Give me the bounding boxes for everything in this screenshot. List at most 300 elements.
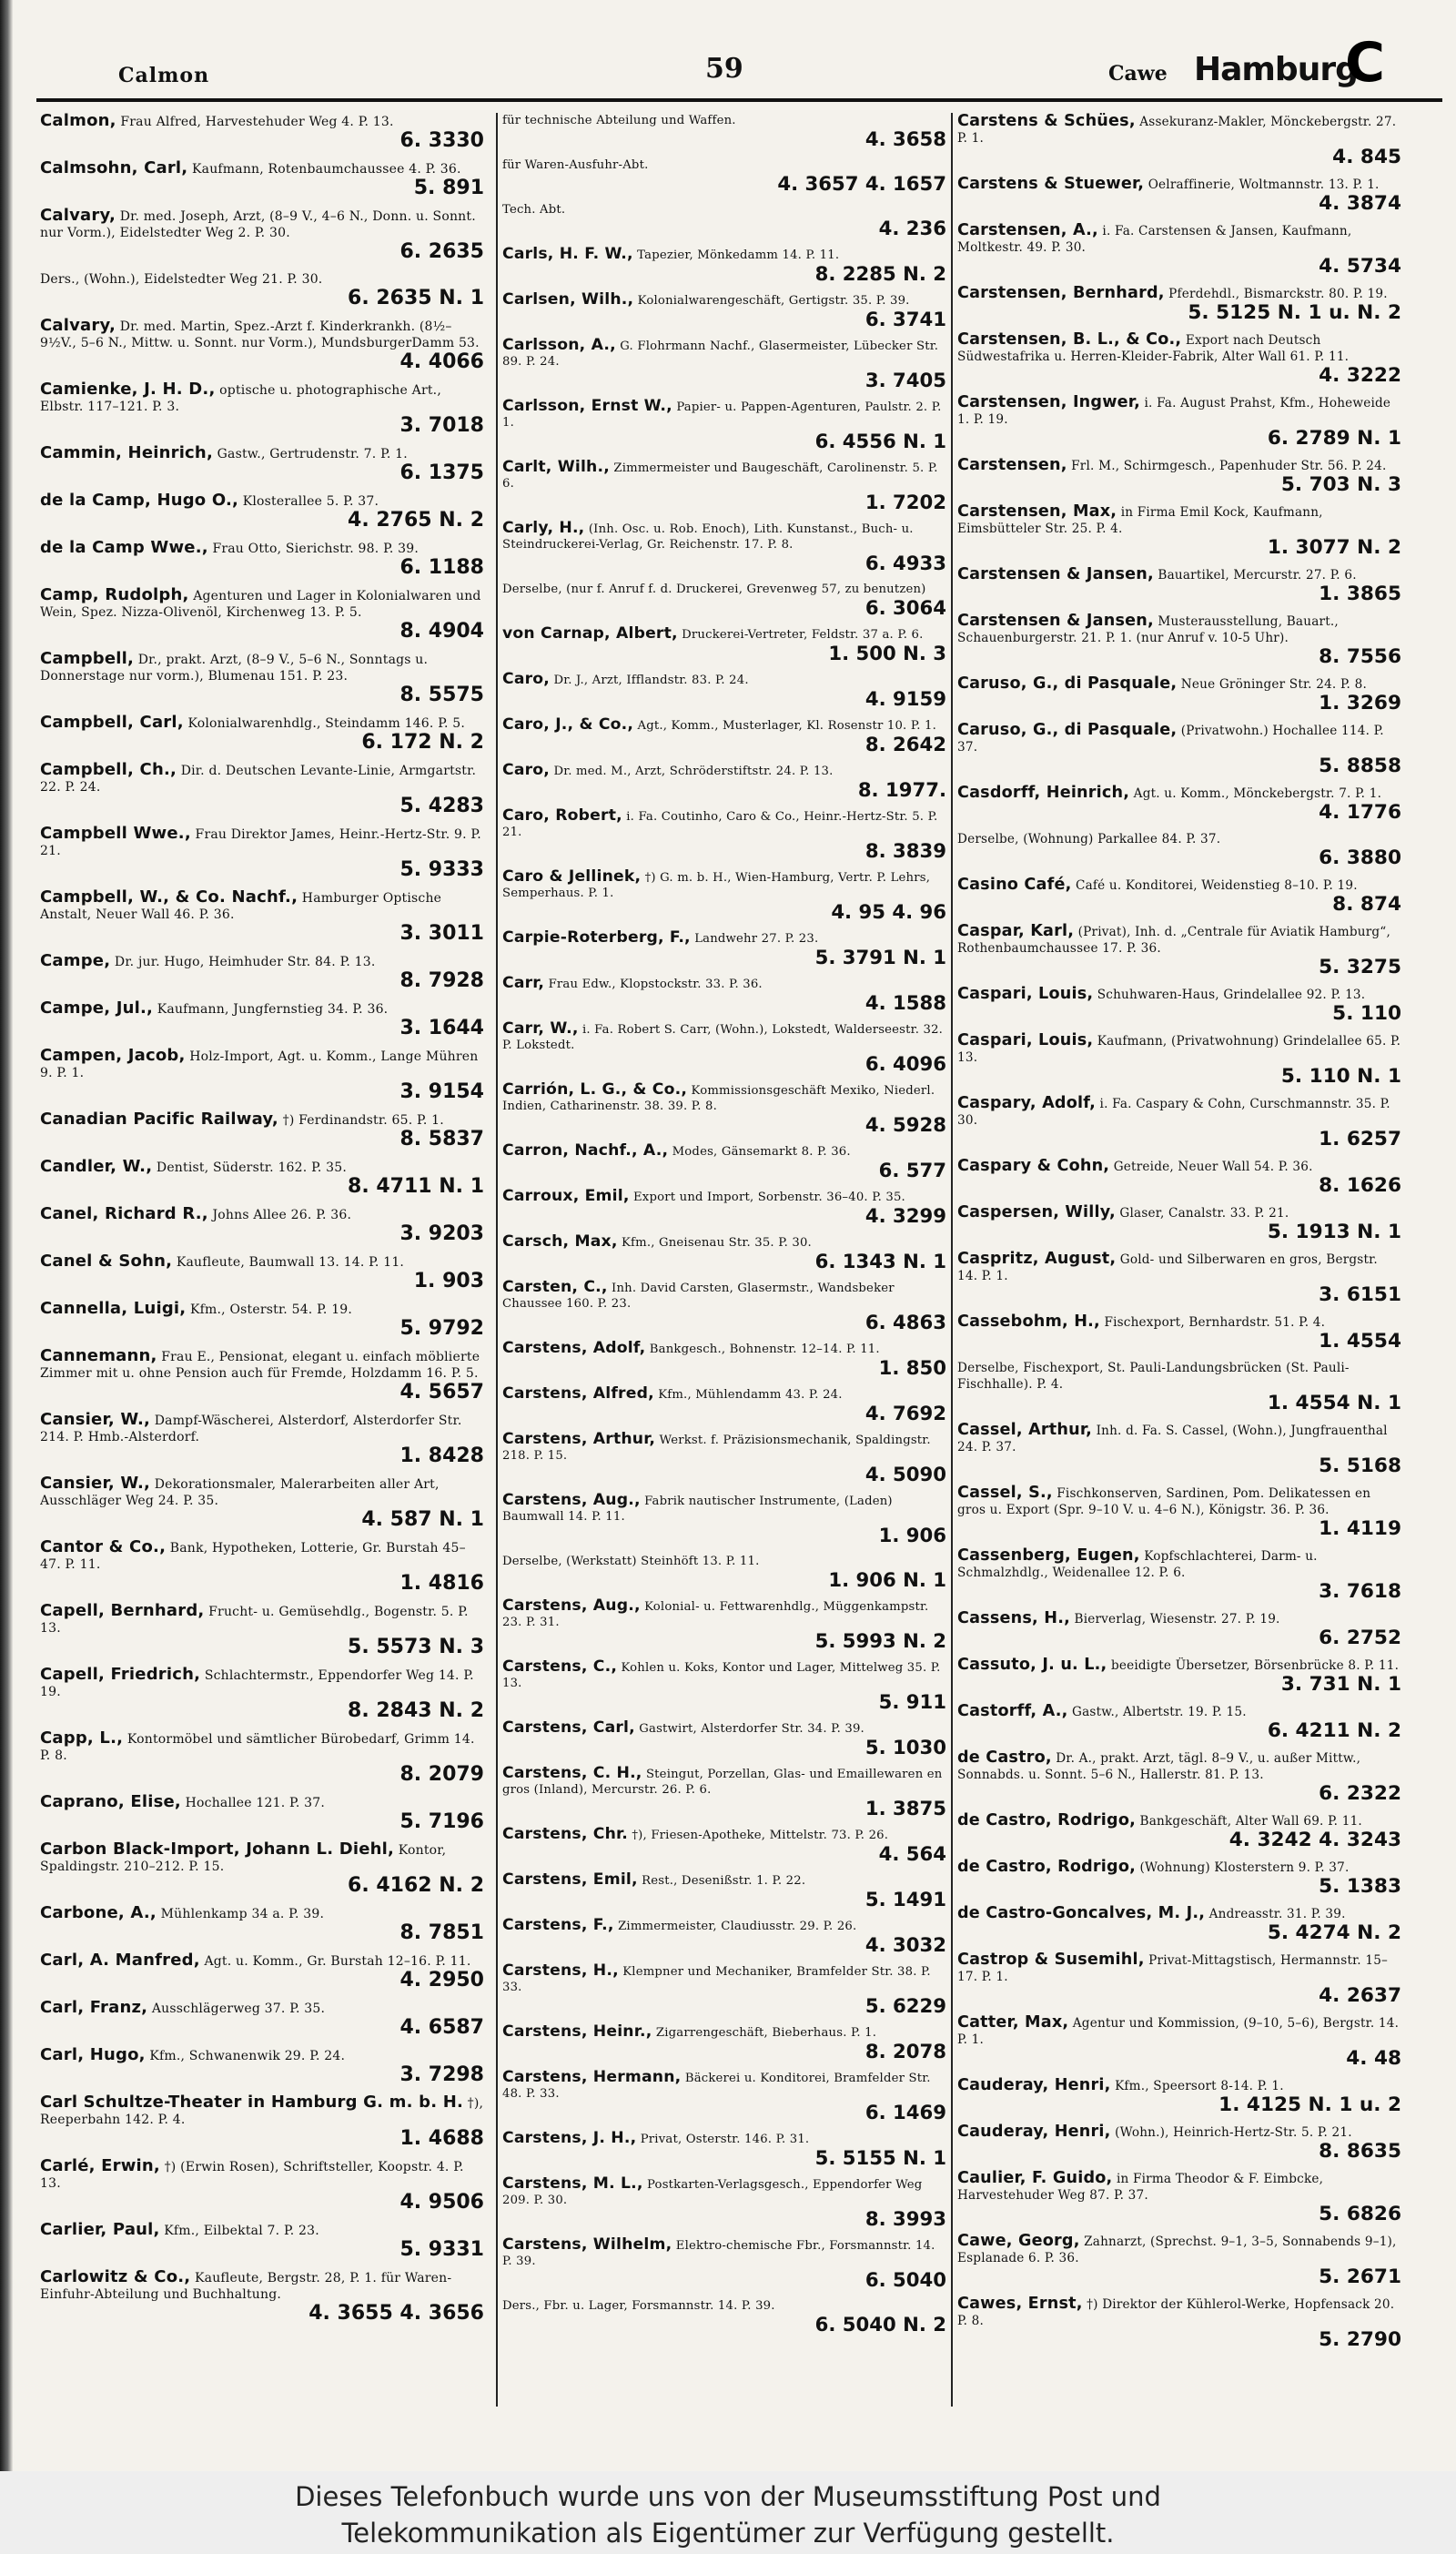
entry-details: Dr. med. Martin, Spez.-Arzt f. Kinderkrankh. (8½–9½V., 5–6 N., Mittw. u. Sonnt. nur Vorm.), MundsburgerDamm 53. bbox=[40, 319, 480, 350]
directory-entry bbox=[40, 1301, 484, 1340]
phone-number: 8. 2843 N. 2 bbox=[348, 1699, 484, 1722]
entry-name: Camp, Rudolph, bbox=[40, 585, 189, 604]
footer-line-2: Telekommunikation als Eigentümer zur Verfügung gestellt. bbox=[341, 2518, 1115, 2549]
directory-entry bbox=[40, 1348, 484, 1404]
entry-text bbox=[502, 1234, 946, 1251]
directory-entry bbox=[40, 1159, 484, 1198]
entry-text bbox=[957, 1204, 1401, 1221]
directory-entry bbox=[40, 1841, 484, 1897]
entry-name: Caruso, G., di Pasquale, bbox=[957, 721, 1178, 739]
entry-name: Carpie-Roterberg, F., bbox=[502, 928, 691, 947]
entry-name: Carstens, Emil, bbox=[502, 1870, 638, 1889]
entry-details: G. Flohrmann Nachf., Glasermeister, Lübecker Str. 89. P. 24. bbox=[502, 340, 939, 369]
phone-number: 1. 906 bbox=[878, 1524, 946, 1546]
directory-entry bbox=[957, 394, 1401, 449]
directory-entry bbox=[40, 445, 484, 484]
entry-name: Cawes, Ernst, bbox=[957, 2295, 1083, 2313]
entry-details: Hochallee 121. P. 37. bbox=[185, 1796, 325, 1810]
directory-entry bbox=[502, 1720, 946, 1758]
directory-entry bbox=[957, 1905, 1401, 1943]
entry-details: Holz-Import, Agt. u. Komm., Lange Mühren 9. P. 1. bbox=[40, 1049, 479, 1080]
phone-number: 4. 3657 4. 1657 bbox=[777, 172, 946, 195]
phone-number: 5. 9792 bbox=[399, 1317, 484, 1340]
entry-details: Agenturen und Lager in Kolonialwaren und Wein, Spez. Nizza-Olivenöl, Kirchenweg 13. P. 5. bbox=[40, 589, 481, 620]
phone-number: 1. 4688 bbox=[399, 2127, 484, 2150]
entry-details: Kolonialwarenhdlg., Steindamm 146. P. 5. bbox=[187, 716, 466, 731]
phone-number: 6. 3330 bbox=[399, 129, 484, 152]
phone-number: 5. 703 N. 3 bbox=[1280, 473, 1401, 496]
phone-number: 4. 3655 4. 3656 bbox=[308, 2302, 484, 2325]
entry-text bbox=[502, 1918, 946, 1934]
entry-details: Postkarten-Verlagsgesch., Eppendorfer Weg 209. P. 30. bbox=[502, 2178, 923, 2207]
entry-name: Carstens & Schües, bbox=[957, 113, 1136, 130]
phone-number: 8. 2642 bbox=[864, 733, 946, 755]
directory-entry bbox=[957, 785, 1401, 823]
directory-entry bbox=[957, 1547, 1401, 1602]
directory-entry bbox=[957, 1812, 1401, 1850]
entry-text bbox=[40, 113, 484, 130]
phone-number: 4. 4066 bbox=[399, 350, 484, 373]
entry-details: Frau Alfred, Harvestehuder Weg 4. P. 13. bbox=[120, 115, 394, 129]
phone-number: 3. 731 N. 1 bbox=[1280, 1673, 1401, 1696]
entry-name: Caspari, Louis, bbox=[957, 1031, 1094, 1049]
entry-details: Fabrik nautischer Instrumente, (Laden) Baumwall 14. P. 11. bbox=[502, 1495, 893, 1524]
directory-entry bbox=[40, 1475, 484, 1531]
entry-details: Musterausstellung, Bauart., Schauenburgerstr. 21. P. 1. (nur Anruf v. 10-5 Uhr). bbox=[957, 614, 1339, 645]
phone-number: 5. 1913 N. 1 bbox=[1267, 1221, 1401, 1243]
entry-name: Carstens, Aug., bbox=[502, 1491, 641, 1509]
entry-text bbox=[957, 394, 1401, 428]
entry-details: Steingut, Porzellan, Glas- und Emaillewaren en gros (Inland), Mercurstr. 26. P. 6. bbox=[502, 1768, 943, 1797]
entry-details: Inh. David Carsten, Glasermstr., Wandsbeker Chaussee 160. P. 23. bbox=[502, 1282, 895, 1311]
entry-text bbox=[957, 1032, 1401, 1066]
directory-entry bbox=[957, 2170, 1401, 2225]
entry-name: Carlsson, A., bbox=[502, 336, 616, 354]
entry-details: i. Fa. Carstensen & Jansen, Kaufmann, Moltkestr. 49. P. 30. bbox=[957, 224, 1352, 255]
directory-entry bbox=[40, 953, 484, 992]
entry-details: Zigarrengeschäft, Bieberhaus. P. 1. bbox=[655, 2026, 877, 2040]
entry-name: Calmsohn, Carl, bbox=[40, 158, 188, 177]
entry-text bbox=[40, 1253, 484, 1271]
directory-entry bbox=[40, 160, 484, 199]
entry-text bbox=[957, 1859, 1401, 1876]
entry-text bbox=[957, 877, 1401, 894]
directory-column-2 bbox=[502, 113, 946, 2407]
entry-details: Bank, Hypotheken, Lotterie, Gr. Burstah 45–47. P. 11. bbox=[40, 1541, 466, 1572]
phone-number: 5. 8858 bbox=[1319, 755, 1401, 777]
entry-details: Ausschlägerweg 37. P. 35. bbox=[151, 2002, 326, 2016]
phone-number: 6. 4096 bbox=[864, 1052, 946, 1075]
entry-text bbox=[957, 2077, 1401, 2094]
entry-name: Caprano, Elise, bbox=[40, 1792, 181, 1811]
directory-entry bbox=[40, 1603, 484, 1658]
entry-name: Campbell, Ch., bbox=[40, 760, 177, 779]
entry-name: Cassel, S., bbox=[957, 1484, 1053, 1502]
directory-entry bbox=[502, 1432, 946, 1485]
entry-details: Zimmermeister und Baugeschäft, Carolinenstr. 5. P. 6. bbox=[502, 461, 938, 491]
phone-number: 5. 5155 N. 1 bbox=[814, 2146, 946, 2169]
entry-details: Klempner und Mechaniker, Bramfelder Str. 38. P. 33. bbox=[502, 1965, 931, 1994]
entry-text bbox=[502, 338, 946, 370]
phone-number: 8. 874 bbox=[1332, 893, 1401, 916]
directory-entry bbox=[502, 1872, 946, 1910]
entry-details: Kolonialwarengeschäft, Gertigstr. 35. P. 39. bbox=[637, 294, 910, 308]
phone-number: 8. 2079 bbox=[399, 1763, 484, 1786]
phone-number: 6. 4556 N. 1 bbox=[814, 430, 946, 452]
entry-name: de la Camp Wwe., bbox=[40, 538, 208, 557]
entry-name: Carl, Hugo, bbox=[40, 2045, 146, 2064]
directory-entry bbox=[502, 2070, 946, 2123]
directory-entry bbox=[40, 2094, 484, 2150]
entry-details: Gold- und Silberwaren en gros, Bergstr. 14. P. 1. bbox=[957, 1252, 1378, 1283]
phone-number: 8. 5575 bbox=[399, 684, 484, 706]
entry-details: Fischexport, Bernhardstr. 51. P. 4. bbox=[1104, 1315, 1326, 1330]
entry-name: de Castro, bbox=[957, 1748, 1052, 1767]
entry-details: Werkst. f. Präzisionsmechanik, Spaldingstr. 218. P. 15. bbox=[502, 1434, 931, 1463]
phone-number: 3. 9203 bbox=[399, 1222, 484, 1245]
phone-number: 1. 4125 N. 1 u. 2 bbox=[1218, 2093, 1401, 2116]
entry-name: Caspari, Louis, bbox=[957, 985, 1094, 1003]
entry-text bbox=[957, 1313, 1401, 1331]
entry-name: Campbell, Carl, bbox=[40, 713, 184, 732]
entry-details: Kfm., Eilbektal 7. P. 23. bbox=[164, 2224, 319, 2238]
phone-number: 6. 5040 N. 2 bbox=[814, 2313, 946, 2336]
entry-name: Capell, Bernhard, bbox=[40, 1601, 205, 1620]
directory-entry bbox=[40, 492, 484, 532]
phone-number: 5. 1491 bbox=[864, 1888, 946, 1910]
phone-number: 4. 3874 bbox=[1319, 192, 1401, 215]
entry-text bbox=[40, 715, 484, 732]
entry-text bbox=[502, 2024, 946, 2041]
entry-text bbox=[502, 1827, 946, 1843]
phone-number: 6. 1375 bbox=[399, 461, 484, 484]
directory-entry bbox=[957, 1657, 1401, 1695]
entry-name: Campen, Jacob, bbox=[40, 1046, 186, 1065]
entry-details: Frl. M., Schirmgesch., Papenhuder Str. 56. P. 24. bbox=[1071, 459, 1387, 473]
entry-text bbox=[957, 1812, 1401, 1829]
entry-details: Frau Edw., Klopstockstr. 33. P. 36. bbox=[548, 978, 763, 991]
entry-name: Carstens, Aug., bbox=[502, 1596, 641, 1615]
directory-entry bbox=[40, 587, 484, 643]
entry-name: Campe, Jul., bbox=[40, 998, 154, 1018]
entry-details: Frau Otto, Sierichstr. 98. P. 39. bbox=[212, 542, 420, 556]
phone-number: 1. 3865 bbox=[1319, 583, 1401, 605]
entry-details: Café u. Konditorei, Weidenstieg 8–10. P. 19. bbox=[1076, 878, 1358, 893]
phone-number: 8. 1626 bbox=[1319, 1174, 1401, 1197]
phone-number: 1. 3875 bbox=[864, 1797, 946, 1819]
entry-text bbox=[40, 1048, 484, 1081]
entry-details: Kfm., Schwanenwik 29. P. 24. bbox=[149, 2049, 346, 2063]
entry-details: Elektro-chemische Fbr., Forsmannstr. 14. P. 39. bbox=[502, 2239, 935, 2268]
directory-entry bbox=[502, 976, 946, 1013]
entry-text bbox=[40, 1348, 484, 1382]
phone-number: 1. 850 bbox=[878, 1356, 946, 1379]
entry-name: Carls, H. F. W., bbox=[502, 245, 633, 263]
directory-entry bbox=[957, 222, 1401, 277]
phone-number: 6. 4933 bbox=[864, 552, 946, 574]
entry-details: Glaser, Canalstr. 33. P. 21. bbox=[1119, 1206, 1289, 1221]
phone-number: 4. 48 bbox=[1346, 2047, 1401, 2070]
directory-entry bbox=[502, 1766, 946, 1819]
phone-number: 6. 2789 N. 1 bbox=[1267, 427, 1401, 450]
directory-entry bbox=[40, 1539, 484, 1595]
entry-text bbox=[40, 762, 484, 796]
entry-name: Caro, Robert, bbox=[502, 806, 622, 825]
phone-number: 6. 577 bbox=[878, 1159, 946, 1181]
phone-number: 1. 4554 N. 1 bbox=[1267, 1392, 1401, 1414]
entry-details: (Wohnung) Klosterstern 9. P. 37. bbox=[1139, 1860, 1350, 1875]
entry-text bbox=[40, 2222, 484, 2239]
entry-name: Carstens, Heinr., bbox=[502, 2022, 652, 2041]
directory-entry bbox=[502, 399, 946, 451]
directory-entry bbox=[502, 521, 946, 573]
directory-entry bbox=[40, 1253, 484, 1292]
entry-text bbox=[502, 1554, 946, 1569]
phone-number: 1. 6257 bbox=[1319, 1128, 1401, 1150]
phone-number: 3. 6151 bbox=[1319, 1283, 1401, 1306]
entry-details: Fischkonserven, Sardinen, Pom. Delikatessen en gros u. Export (Spr. 9–10 V. u. 4–6 N.), Königstr. 36. P. 36. bbox=[957, 1486, 1371, 1517]
entry-name: Caro, bbox=[502, 761, 551, 779]
entry-name: Cannella, Luigi, bbox=[40, 1299, 187, 1318]
entry-text bbox=[40, 1905, 484, 1922]
entry-details: Agt. u. Komm., Mönckebergstr. 7. P. 1. bbox=[1133, 786, 1382, 801]
phone-number: 3. 7405 bbox=[864, 369, 946, 391]
directory-entry bbox=[40, 1667, 484, 1722]
entry-text bbox=[40, 445, 484, 462]
directory-entry bbox=[40, 762, 484, 817]
directory-entry bbox=[40, 1111, 484, 1150]
entry-text bbox=[957, 113, 1401, 147]
entry-name: Campbell, W., & Co. Nachf., bbox=[40, 887, 298, 907]
entry-details: Kontor, Spaldingstr. 210–212. P. 15. bbox=[40, 1843, 447, 1874]
entry-name: Caspar, Karl, bbox=[957, 922, 1075, 940]
entry-name: de Castro, Rodrigo, bbox=[957, 1811, 1136, 1829]
directory-entry bbox=[502, 202, 946, 238]
entry-name: Cauderay, Henri, bbox=[957, 2123, 1111, 2141]
entry-details: Derselbe, Fischexport, St. Pauli-Landungsbrücken (St. Pauli-Fischhalle). P. 4. bbox=[957, 1361, 1350, 1392]
phone-number: 5. 110 N. 1 bbox=[1280, 1065, 1401, 1088]
directory-entry bbox=[957, 2014, 1401, 2069]
directory-entry bbox=[957, 566, 1401, 604]
entry-text bbox=[502, 1280, 946, 1312]
phone-number: 8. 7928 bbox=[399, 969, 484, 992]
entry-details: †) Direktor der Kühlerol-Werke, Hopfensack 20. P. 8. bbox=[957, 2297, 1395, 2328]
entry-details: Gastw., Albertstr. 19. P. 15. bbox=[1072, 1705, 1247, 1719]
phone-number: 1. 4554 bbox=[1319, 1330, 1401, 1353]
phone-number: 3. 7618 bbox=[1319, 1580, 1401, 1603]
entry-name: Carstensen, Max, bbox=[957, 502, 1117, 521]
entry-name: Carstens, Alfred, bbox=[502, 1384, 654, 1403]
phone-number: 5. 7196 bbox=[399, 1810, 484, 1833]
entry-text bbox=[502, 157, 946, 173]
phone-number: 4. 2950 bbox=[399, 1969, 484, 1992]
entry-details: Landwehr 27. P. 23. bbox=[694, 932, 819, 946]
directory-entry bbox=[40, 889, 484, 945]
entry-text bbox=[502, 2131, 946, 2147]
directory-entry bbox=[957, 2296, 1401, 2350]
entry-text bbox=[957, 2296, 1401, 2329]
phone-number: 4. 5734 bbox=[1319, 255, 1401, 278]
directory-entry bbox=[502, 717, 946, 755]
entry-details: Kfm., Gneisenau Str. 35. P. 30. bbox=[621, 1236, 812, 1250]
phone-number: 5. 9333 bbox=[399, 858, 484, 881]
directory-entry bbox=[957, 2123, 1401, 2162]
entry-name: Carlt, Wilh., bbox=[502, 458, 610, 476]
entry-name: Carroux, Emil, bbox=[502, 1187, 630, 1205]
phone-number: 8. 2285 N. 2 bbox=[814, 262, 946, 285]
entry-name: Cassebohm, H., bbox=[957, 1312, 1100, 1331]
entry-details: Dampf-Wäscherei, Alsterdorf, Alsterdorfer Str. 214. P. Hmb.-Alsterdorf. bbox=[40, 1414, 462, 1444]
directory-entry bbox=[40, 113, 484, 152]
phone-number: 4. 6587 bbox=[399, 2016, 484, 2039]
entry-details: †) G. m. b. H., Wien-Hamburg, Vertr. P. Lehrs, Semperhaus. P. 1. bbox=[502, 871, 931, 900]
directory-entry bbox=[40, 1412, 484, 1467]
entry-name: Carstensen, A., bbox=[957, 221, 1098, 239]
phone-number: 8. 7556 bbox=[1319, 645, 1401, 668]
phone-number: 4. 2765 N. 2 bbox=[348, 509, 484, 532]
entry-name: Castrop & Susemihl, bbox=[957, 1951, 1145, 1969]
phone-number: 1. 8428 bbox=[399, 1444, 484, 1467]
entry-text bbox=[957, 1158, 1401, 1175]
entry-details: Frau E., Pensionat, elegant u. einfach möblierte Zimmer mit u. ohne Pension auch für Fremde, Holzdamm 16. P. 5. bbox=[40, 1350, 480, 1381]
entry-details: Zimmermeister, Claudiusstr. 29. P. 26. bbox=[618, 1920, 857, 1933]
entry-name: Carr, bbox=[502, 974, 545, 992]
entry-text bbox=[40, 2047, 484, 2064]
entry-details: i. Fa. Caspary & Cohn, Curschmannstr. 35. P. 30. bbox=[957, 1097, 1390, 1128]
entry-text bbox=[502, 1143, 946, 1160]
entry-text bbox=[40, 953, 484, 970]
phone-number: 6. 1469 bbox=[864, 2101, 946, 2123]
phone-number: 4. 5090 bbox=[864, 1463, 946, 1485]
entry-details: Kfm., Mühlendamm 43. P. 24. bbox=[658, 1388, 843, 1402]
entry-text bbox=[502, 1598, 946, 1630]
page-number: 59 bbox=[705, 53, 743, 85]
phone-number: 5. 891 bbox=[413, 177, 484, 199]
entry-details: in Firma Emil Kock, Kaufmann, Eimsbütteler Str. 25. P. 4. bbox=[957, 505, 1323, 536]
entry-text bbox=[40, 587, 484, 621]
entry-details: Gastw., Gertrudenstr. 7. P. 1. bbox=[217, 447, 408, 461]
entry-text bbox=[40, 1412, 484, 1445]
directory-entry bbox=[957, 1422, 1401, 1476]
entry-details: Agt. u. Komm., Gr. Burstah 12–16. P. 11. bbox=[204, 1954, 471, 1969]
entry-name: Capp, L., bbox=[40, 1728, 124, 1748]
entry-text bbox=[502, 1021, 946, 1053]
entry-text bbox=[502, 930, 946, 947]
directory-entry bbox=[502, 1082, 946, 1135]
phone-number: 8. 2078 bbox=[864, 2040, 946, 2062]
directory-entry bbox=[502, 2176, 946, 2229]
directory-entry bbox=[502, 2024, 946, 2062]
column-divider bbox=[951, 113, 953, 2407]
entry-text bbox=[40, 1841, 484, 1875]
entry-details: Dr. med. M., Arzt, Schröderstiftstr. 24. P. 13. bbox=[553, 765, 834, 778]
directory-entry bbox=[957, 113, 1401, 167]
directory-entry bbox=[957, 176, 1401, 214]
entry-details: †), Friesen-Apotheke, Mittelstr. 73. P. 26. bbox=[632, 1829, 889, 1842]
phone-number: 6. 2635 bbox=[399, 240, 484, 263]
entry-name: Caruso, G., di Pasquale, bbox=[957, 674, 1178, 693]
entry-details: Schuhwaren-Haus, Grindelallee 92. P. 13. bbox=[1097, 988, 1366, 1002]
entry-name: Caspary & Cohn, bbox=[957, 1157, 1110, 1175]
entry-details: i. Fa. Robert S. Carr, (Wohn.), Lokstedt, Walderseestr. 32. P. Lokstedt. bbox=[502, 1023, 944, 1052]
phone-number: 4. 9506 bbox=[399, 2191, 484, 2214]
entry-text bbox=[502, 247, 946, 263]
entry-text bbox=[502, 582, 946, 597]
entry-text bbox=[957, 1951, 1401, 1985]
entry-text bbox=[502, 1189, 946, 1205]
entry-details: Kontormöbel und sämtlicher Bürobedarf, Grimm 14. P. 8. bbox=[40, 1732, 475, 1763]
directory-entry bbox=[957, 2077, 1401, 2115]
phone-number: 4. 1776 bbox=[1319, 801, 1401, 824]
entry-name: Cassel, Arthur, bbox=[957, 1421, 1093, 1439]
directory-entry bbox=[40, 1794, 484, 1833]
directory-entry bbox=[957, 613, 1401, 667]
phone-number: 5. 110 bbox=[1332, 1002, 1401, 1025]
entry-text bbox=[502, 1341, 946, 1357]
phone-number: 1. 906 N. 1 bbox=[828, 1568, 946, 1591]
entry-name: Carstensen & Jansen, bbox=[957, 565, 1154, 583]
entry-text bbox=[502, 763, 946, 779]
entry-details: beeidigte Übersetzer, Börsenbrücke 8. P. 11. bbox=[1110, 1658, 1400, 1673]
directory-entry bbox=[502, 338, 946, 390]
entry-details: Kaufmann, (Privatwohnung) Grindelallee 65. P. 13. bbox=[957, 1034, 1401, 1065]
entry-text bbox=[957, 1905, 1401, 1922]
directory-entry bbox=[502, 1386, 946, 1424]
entry-details: (Privat), Inh. d. „Centrale für Aviatik Hamburg“, Rothenbaumchaussee 17. P. 36. bbox=[957, 925, 1390, 956]
phone-number: 3. 7018 bbox=[399, 414, 484, 437]
phone-number: 8. 4904 bbox=[399, 620, 484, 643]
entry-text bbox=[502, 2176, 946, 2208]
entry-details: (Inh. Osc. u. Rob. Enoch), Lith. Kunstanst., Buch- u. Steindruckerei-Verlag, Gr. Reichenstr. 17. P. 8. bbox=[502, 522, 914, 552]
directory-entry bbox=[957, 1032, 1401, 1087]
entry-details: Tech. Abt. bbox=[502, 203, 566, 217]
directory-entry bbox=[502, 113, 946, 149]
entry-text bbox=[502, 808, 946, 840]
entry-text bbox=[40, 2158, 484, 2192]
entry-name: Caspary, Adolf, bbox=[957, 1094, 1097, 1112]
phone-number: 6. 2752 bbox=[1319, 1627, 1401, 1649]
directory-entry bbox=[502, 2298, 946, 2335]
entry-name: Carrión, L. G., & Co., bbox=[502, 1080, 688, 1099]
phone-number: 8. 3993 bbox=[864, 2207, 946, 2230]
phone-number: 5. 1030 bbox=[864, 1736, 946, 1758]
entry-name: Carl, Franz, bbox=[40, 1998, 148, 2017]
phone-number: 6. 4162 N. 2 bbox=[348, 1874, 484, 1897]
directory-entry bbox=[957, 2233, 1401, 2287]
directory-entry bbox=[957, 1951, 1401, 2006]
entry-details: Kommissionsgeschäft Mexiko, Niederl. Indien, Catharinenstr. 38. 39. P. 8. bbox=[502, 1084, 935, 1113]
directory-entry bbox=[957, 1251, 1401, 1305]
directory-entry bbox=[40, 208, 484, 263]
entry-text bbox=[502, 1872, 946, 1889]
entry-details: Pferdehdl., Bismarckstr. 80. P. 19. bbox=[1168, 287, 1388, 301]
entry-details: †), Reeperbahn 142. P. 4. bbox=[40, 2096, 484, 2127]
phone-number: 5. 5993 N. 2 bbox=[814, 1629, 946, 1652]
entry-text bbox=[502, 460, 946, 492]
entry-name: Cammin, Heinrich, bbox=[40, 443, 213, 462]
entry-text bbox=[957, 1095, 1401, 1129]
entry-name: Castorff, A., bbox=[957, 1702, 1068, 1720]
entry-text bbox=[502, 2237, 946, 2269]
phone-number: 3. 7298 bbox=[399, 2063, 484, 2086]
entry-details: Dr., prakt. Arzt, (8–9 V., 5–6 N., Sonntags u. Donnerstage nur vorm.), Blumenau 151. P. 23. bbox=[40, 653, 429, 684]
entry-text bbox=[502, 1720, 946, 1737]
directory-entry bbox=[957, 1610, 1401, 1648]
entry-details: Derselbe, (nur f. Anruf f. d. Druckerei, Grevenweg 57, zu benutzen) bbox=[502, 583, 926, 596]
entry-text bbox=[502, 1766, 946, 1798]
header-city: Hamburg bbox=[1194, 51, 1358, 88]
phone-number: 5. 1383 bbox=[1319, 1875, 1401, 1898]
